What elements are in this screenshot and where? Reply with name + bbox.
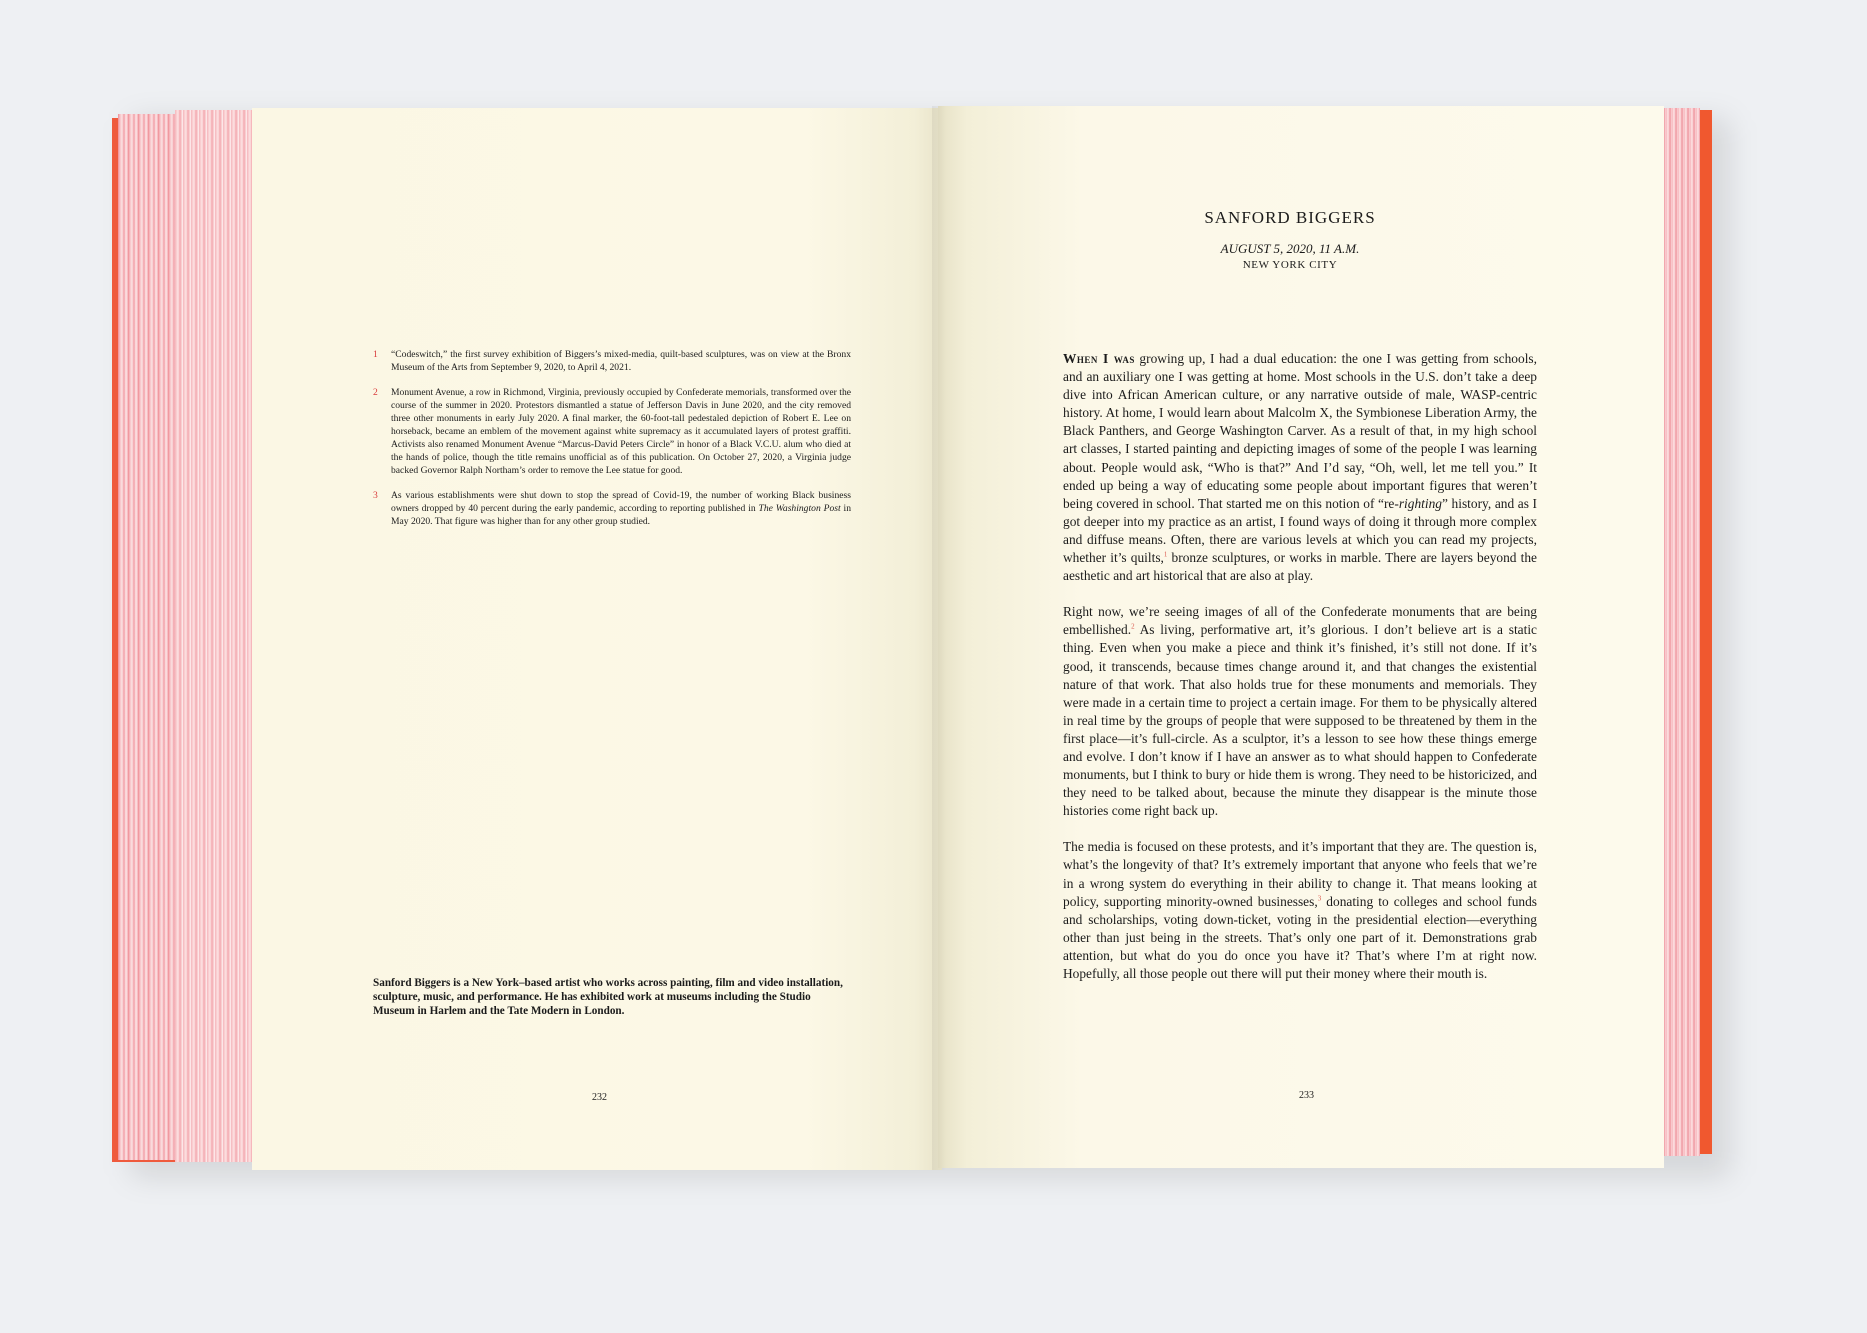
page-number-right: 233 xyxy=(1299,1090,1314,1101)
paragraph-text: bronze sculptures, or works in marble. There are layers beyond the aesthetic and art historical that are also at play. xyxy=(1063,550,1537,584)
book-gutter xyxy=(932,106,946,1170)
paragraph-text: growing up, I had a dual education: the one I was getting from schools, and an auxiliary one I was getting at home. Most schools in the U.S. don’t take a deep dive into African American culture, or any narrative outside of male, WASP-centric history. At home, I would learn about Malcolm X, the Symbionese Liberation Army, the Black Panthers, and George Washington Carver. As a result of that, in my high school art classes, I started painting and depicting images of some of the people I was learning about. People would ask, “Who is that?” And I’d say, “Oh, well, let me tell you.” It ended up being a way of educating some people about important figures that weren’t being covered in school. That started me on this notion of “re- xyxy=(1063,351,1537,511)
chapter-place: NEW YORK CITY xyxy=(1242,259,1338,271)
footnote-ref[interactable]: 1 xyxy=(1163,550,1168,559)
footnote-text-after: in May 2020. That figure was higher than for any other group studied. xyxy=(391,503,851,527)
footnote-number: 2 xyxy=(373,387,378,398)
chapter-date: AUGUST 5, 2020, 11 A.M. xyxy=(1220,241,1360,256)
lead-in: When I was xyxy=(1063,351,1135,366)
footnote-1 xyxy=(373,348,851,374)
footnote-ref[interactable]: 3 xyxy=(1317,894,1322,903)
footnote-text: “Codeswitch,” the first survey exhibition of Biggers’s mixed-media, quilt-based sculptures, was on view at the Bronx Museum of the Arts from September 9, 2020, to April 4, 2021. xyxy=(391,349,851,373)
footnote-number: 1 xyxy=(373,349,378,360)
footnote-2 xyxy=(373,386,851,477)
footnote-number: 3 xyxy=(373,490,378,501)
chapter-title: SANFORD BIGGERS xyxy=(1204,208,1376,227)
paragraph-text: donating to colleges and school funds and scholarships, voting down-ticket, voting in the presidential election—everything other than just being in the streets. That’s only one part of it. Demonstrations grab attention, but what do you do once you have it? That’s where I’m at right now. Hopefully, all those people out there will put their money where their mouth is. xyxy=(1063,893,1537,981)
paragraph-text: As living, performative art, it’s glorious. I don’t believe art is a static thing. Even when you make a piece and think it’s finished, it’s still not done. If it’s good, it transcends, because times change around it, and that changes the existential nature of that work. That also holds true for these monuments and memorials. They were made in a certain time to project a certain image. For them to be physically altered in real time by the groups of people that were supposed to be threatened by them in the first place—it’s full-circle. As a sculptor, it’s a lesson to see how these things emerge and evolve. I don’t know if I have an answer as to what should happen to Confederate monuments, but I think to bury or hide them is wrong. They need to be historicized, and they need to be talked about, because the minute they disappear is the minute those histories come right back up. xyxy=(1063,622,1537,819)
paragraph-3 xyxy=(1063,838,1537,983)
footnote-italic-title: The Washington Post xyxy=(758,503,841,514)
paragraph-text: Right now, we’re seeing images of all of the Confederate monuments that are being embellished. xyxy=(1063,604,1537,638)
page-edges-right xyxy=(1660,108,1700,1156)
paragraph-1 xyxy=(1063,350,1537,585)
page-number-left: 232 xyxy=(592,1092,607,1103)
footnote-text: Monument Avenue, a row in Richmond, Virginia, previously occupied by Confederate memorials, transformed over the course of the summer in 2020. Protestors dismantled a statue of Jefferson Davis in June 2020, and the city removed three other monuments in early July 2020. A final marker, the 60-foot-tall pedestaled depiction of Robert E. Lee on horseback, became an emblem of the movement against white supremacy as it accumulated layers of protest graffiti. Activists also renamed Monument Avenue “Marcus-David Peters Circle” in honor of a Black V.C.U. alum who died at the hands of police, though the title remains unofficial as of this publication. On October 27, 2020, a Virginia judge backed Governor Ralph Northam’s order to remove the Lee statue for good. xyxy=(391,387,851,476)
footnotes xyxy=(373,348,851,540)
paragraph-text: The media is focused on these protests, and it’s important that they are. The question is, what’s the longevity of that? It’s extremely important that anyone who feels that we’re in a wrong system do everything in their ability to change it. That means looking at policy, supporting minority-owned businesses, xyxy=(1063,839,1537,909)
author-bio: Sanford Biggers is a New York–based artist who works across painting, film and video installation, sculpture, music, and performance. He has exhibited work at museums including the Studio Museum in Harlem and the Tate Modern in London. xyxy=(373,977,843,1017)
paragraph-italic: righting xyxy=(1398,495,1442,511)
footnote-3 xyxy=(373,489,851,528)
paragraph-text: ” history, and as I got deeper into my practice as an artist, I found ways of doing it through more complex and diffuse means. Often, there are various levels at which you can read my projects, whether it’s quilts, xyxy=(1063,495,1537,566)
paragraph-2 xyxy=(1063,603,1537,820)
footnote-text-before: As various establishments were shut down to stop the spread of Covid-19, the number of working Black business owners dropped by 40 percent during the early pandemic, according to reporting published in xyxy=(391,490,851,514)
footnote-ref[interactable]: 2 xyxy=(1131,622,1135,631)
page-edges-left-inner xyxy=(175,110,255,1162)
body-text xyxy=(1063,350,1537,1001)
